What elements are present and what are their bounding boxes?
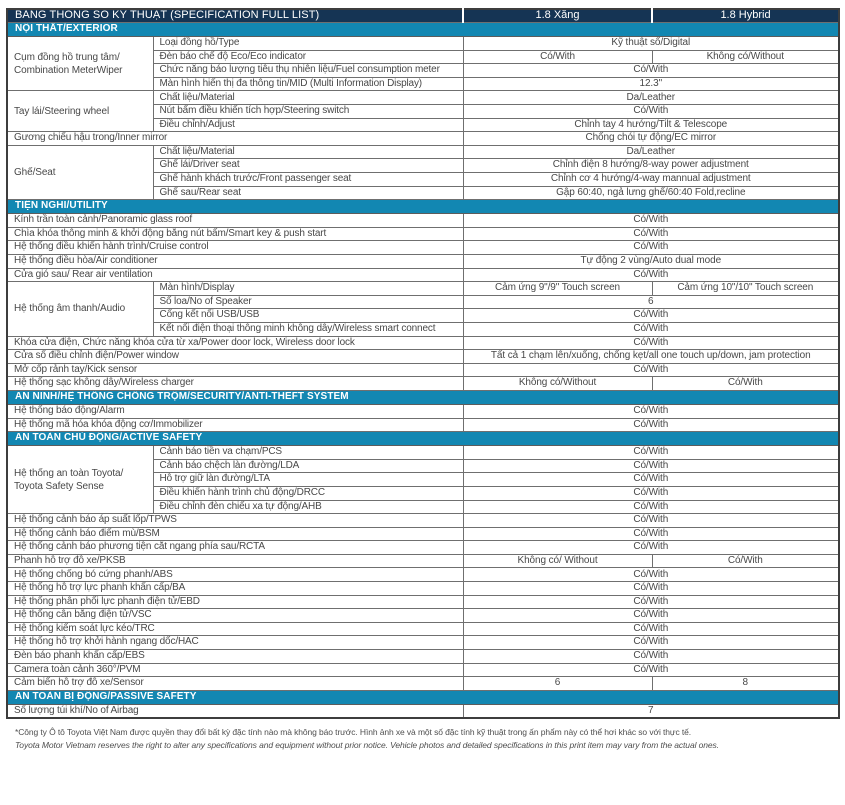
section-bar-right (463, 23, 839, 37)
feature-cell: Đèn báo phanh khẩn cấp/EBS (7, 650, 463, 664)
section-title: AN TOÀN CHỦ ĐỘNG/ACTIVE SAFETY (7, 432, 463, 446)
spec-row (7, 268, 839, 282)
value-cell-merged: 7 (463, 704, 839, 718)
feature-cell: Hệ thống cảnh báo điểm mù/BSM (7, 527, 463, 541)
value-cell-petrol: 6 (463, 677, 652, 691)
spec-row (7, 91, 839, 105)
feature-cell: Chất liệu/Material (153, 145, 463, 159)
feature-cell: Số loa/No of Speaker (153, 295, 463, 309)
value-cell-hybrid: Có/With (652, 377, 839, 391)
spec-row (7, 255, 839, 269)
section-title: AN NINH/HỆ THỐNG CHỐNG TRỘM/SECURITY/ANTI-THEFT SYSTEM (7, 390, 463, 404)
feature-cell: Gương chiếu hậu trong/Inner mirror (7, 132, 463, 146)
feature-cell: Hỗ trợ giữ làn đường/LTA (153, 473, 463, 487)
feature-cell: Hệ thống chống bó cứng phanh/ABS (7, 568, 463, 582)
spec-row (7, 636, 839, 650)
value-cell-merged: Có/With (463, 527, 839, 541)
value-cell-merged: Có/With (463, 636, 839, 650)
spec-row (7, 650, 839, 664)
feature-cell: Hệ thống cân bằng điện tử/VSC (7, 609, 463, 623)
feature-cell: Hệ thống hỗ trợ khởi hành ngang dốc/HAC (7, 636, 463, 650)
spec-row (7, 446, 839, 460)
table-title: BẢNG THÔNG SỐ KỸ THUẬT (SPECIFICATION FULL LIST) (7, 9, 463, 23)
spec-row (7, 527, 839, 541)
spec-row (7, 609, 839, 623)
feature-cell: Camera toàn cảnh 360°/PVM (7, 663, 463, 677)
spec-row (7, 554, 839, 568)
spec-row (7, 595, 839, 609)
footnote-vietnamese: *Công ty Ô tô Toyota Việt Nam được quyền thay đổi bất kỳ đặc tính nào mà không báo trước. Hình ảnh xe và một số đặc tính kỹ thuật trong ấn phẩm này có thể hơi khác so với thực tế. (15, 726, 692, 737)
value-cell-merged: Có/With (463, 446, 839, 460)
feature-cell: Kính trần toàn cảnh/Panoramic glass roof (7, 214, 463, 228)
value-cell-merged: Có/With (463, 336, 839, 350)
spec-row (7, 541, 839, 555)
feature-cell: Chức năng báo lượng tiêu thụ nhiên liệu/Fuel consumption meter (153, 64, 463, 78)
specification-table (6, 8, 840, 719)
spec-row (7, 704, 839, 718)
column-header-petrol: 1.8 Xăng (463, 9, 652, 23)
value-cell-merged: Có/With (463, 418, 839, 432)
spec-row (7, 622, 839, 636)
feature-cell: Chất liệu/Material (153, 91, 463, 105)
value-cell-merged: Có/With (463, 514, 839, 528)
spec-row (7, 350, 839, 364)
feature-cell: Đèn báo chế độ Eco/Eco indicator (153, 50, 463, 64)
feature-cell: Điều chỉnh đèn chiếu xa tự động/AHB (153, 500, 463, 514)
value-cell-merged: Có/With (463, 105, 839, 119)
value-cell-petrol: Có/With (463, 50, 652, 64)
spec-row (7, 363, 839, 377)
feature-cell: Cửa sổ điều chỉnh điện/Power window (7, 350, 463, 364)
section-title: TIỆN NGHI/UTILITY (7, 200, 463, 214)
value-cell-merged: Có/With (463, 214, 839, 228)
value-cell-merged: Có/With (463, 595, 839, 609)
section-bar-right (463, 200, 839, 214)
value-cell-merged: Chống chói tự động/EC mirror (463, 132, 839, 146)
section-title: AN TOÀN BỊ ĐỘNG/PASSIVE SAFETY (7, 690, 463, 704)
footnote-english: Toyota Motor Vietnam reserves the right to alter any specifications and equipment without prior notice. Vehicle photos and detailed specifications in this print item may vary from the actual ones. (15, 739, 719, 750)
feature-cell: Ghế lái/Driver seat (153, 159, 463, 173)
spec-row (7, 404, 839, 418)
value-cell-merged: Có/With (463, 64, 839, 78)
section-bar-right (463, 690, 839, 704)
value-cell-merged: Có/With (463, 650, 839, 664)
spec-row (7, 582, 839, 596)
value-cell-merged: Có/With (463, 541, 839, 555)
section-bar-right (463, 390, 839, 404)
feature-cell: Số lượng túi khí/No of Airbag (7, 704, 463, 718)
value-cell-hybrid: 8 (652, 677, 839, 691)
value-cell-merged: Có/With (463, 663, 839, 677)
value-cell-merged: Có/With (463, 309, 839, 323)
feature-cell: Cảnh báo chệch làn đường/LDA (153, 459, 463, 473)
value-cell-merged: Da/Leather (463, 91, 839, 105)
spec-row (7, 282, 839, 296)
value-cell-merged: Có/With (463, 486, 839, 500)
footnote (6, 726, 838, 752)
value-cell-merged: Có/With (463, 241, 839, 255)
value-cell-hybrid: Không có/Without (652, 50, 839, 64)
feature-cell: Điều khiển hành trình chủ động/DRCC (153, 486, 463, 500)
value-cell-merged: Có/With (463, 363, 839, 377)
value-cell-hybrid: Cảm ứng 10"/10" Touch screen (652, 282, 839, 296)
feature-cell: Hệ thống cảnh báo phương tiện cắt ngang phía sau/RCTA (7, 541, 463, 555)
feature-cell: Hệ thống điều hòa/Air conditioner (7, 255, 463, 269)
spec-row (7, 214, 839, 228)
feature-cell: Cảnh báo tiền va chạm/PCS (153, 446, 463, 460)
feature-cell: Hệ thống phân phối lực phanh điện tử/EBD (7, 595, 463, 609)
table-header-row (7, 9, 839, 23)
value-cell-merged: Chỉnh cơ 4 hướng/4-way mannual adjustment (463, 173, 839, 187)
value-cell-merged: Có/With (463, 568, 839, 582)
feature-cell: Hệ thống mã hóa khóa động cơ/Immobilizer (7, 418, 463, 432)
spec-table-body (7, 23, 839, 718)
feature-cell: Hệ thống sạc không dây/Wireless charger (7, 377, 463, 391)
section-header-row (7, 200, 839, 214)
section-bar-right (463, 432, 839, 446)
value-cell-petrol: Cảm ứng 9"/9" Touch screen (463, 282, 652, 296)
spec-row (7, 132, 839, 146)
feature-cell: Màn hình/Display (153, 282, 463, 296)
spec-row (7, 227, 839, 241)
feature-group-cell: Tay lái/Steering wheel (7, 91, 153, 132)
feature-cell: Mở cốp rảnh tay/Kick sensor (7, 363, 463, 377)
value-cell-merged: Có/With (463, 500, 839, 514)
feature-cell: Hệ thống cảnh báo áp suất lốp/TPWS (7, 514, 463, 528)
spec-row (7, 677, 839, 691)
feature-cell: Nút bấm điều khiển tích hợp/Steering switch (153, 105, 463, 119)
feature-cell: Màn hình hiển thị đa thông tin/MID (Multi Information Display) (153, 77, 463, 91)
spec-row (7, 145, 839, 159)
feature-cell: Loại đồng hồ/Type (153, 37, 463, 51)
value-cell-merged: Chỉnh tay 4 hướng/Tilt & Telescope (463, 118, 839, 132)
spec-row (7, 568, 839, 582)
feature-group-cell: Ghế/Seat (7, 145, 153, 199)
feature-group-cell: Cụm đồng hồ trung tâm/ Combination MeterWiper (7, 37, 153, 91)
value-cell-merged: 12.3" (463, 77, 839, 91)
feature-cell: Cảm biến hỗ trợ đỗ xe/Sensor (7, 677, 463, 691)
feature-cell: Khóa cửa điện, Chức năng khóa cửa từ xa/Power door lock, Wireless door lock (7, 336, 463, 350)
value-cell-merged: Có/With (463, 622, 839, 636)
value-cell-merged: Có/With (463, 322, 839, 336)
value-cell-merged: Có/With (463, 459, 839, 473)
feature-group-cell: Hệ thống an toàn Toyota/ Toyota Safety Sense (7, 446, 153, 514)
value-cell-merged: Gập 60:40, ngả lưng ghế/60:40 Fold,recline (463, 186, 839, 200)
value-cell-merged: Kỹ thuật số/Digital (463, 37, 839, 51)
feature-cell: Điều chỉnh/Adjust (153, 118, 463, 132)
feature-cell: Chìa khóa thông minh & khởi động bằng nút bấm/Smart key & push start (7, 227, 463, 241)
feature-cell: Phanh hỗ trợ đỗ xe/PKSB (7, 554, 463, 568)
value-cell-hybrid: Có/With (652, 554, 839, 568)
spec-row (7, 377, 839, 391)
value-cell-merged: Có/With (463, 582, 839, 596)
feature-cell: Kết nối điện thoại thông minh không dây/Wireless smart connect (153, 322, 463, 336)
value-cell-merged: Có/With (463, 473, 839, 487)
column-header-hybrid: 1.8 Hybrid (652, 9, 839, 23)
spec-row (7, 418, 839, 432)
value-cell-merged: Có/With (463, 609, 839, 623)
section-header-row (7, 23, 839, 37)
spec-row (7, 663, 839, 677)
feature-group-cell: Hệ thống âm thanh/Audio (7, 282, 153, 336)
feature-cell: Cửa gió sau/ Rear air ventilation (7, 268, 463, 282)
value-cell-petrol: Không có/ Without (463, 554, 652, 568)
value-cell-petrol: Không có/Without (463, 377, 652, 391)
feature-cell: Ghế hành khách trước/Front passenger seat (153, 173, 463, 187)
spec-row (7, 37, 839, 51)
feature-cell: Hệ thống điều khiển hành trình/Cruise control (7, 241, 463, 255)
value-cell-merged: Chỉnh điện 8 hướng/8-way power adjustment (463, 159, 839, 173)
value-cell-merged: Có/With (463, 268, 839, 282)
section-header-row (7, 432, 839, 446)
value-cell-merged: Tất cả 1 chạm lên/xuống, chống kẹt/all one touch up/down, jam protection (463, 350, 839, 364)
spec-row (7, 336, 839, 350)
section-header-row (7, 690, 839, 704)
spec-row (7, 241, 839, 255)
section-title: NỘI THẤT/EXTERIOR (7, 23, 463, 37)
value-cell-merged: Da/Leather (463, 145, 839, 159)
value-cell-merged: 6 (463, 295, 839, 309)
value-cell-merged: Tự động 2 vùng/Auto dual mode (463, 255, 839, 269)
feature-cell: Ghế sau/Rear seat (153, 186, 463, 200)
section-header-row (7, 390, 839, 404)
feature-cell: Hệ thống kiểm soát lực kéo/TRC (7, 622, 463, 636)
feature-cell: Hệ thống báo động/Alarm (7, 404, 463, 418)
value-cell-merged: Có/With (463, 404, 839, 418)
feature-cell: Cổng kết nối USB/USB (153, 309, 463, 323)
spec-row (7, 514, 839, 528)
feature-cell: Hệ thống hỗ trợ lực phanh khẩn cấp/BA (7, 582, 463, 596)
value-cell-merged: Có/With (463, 227, 839, 241)
